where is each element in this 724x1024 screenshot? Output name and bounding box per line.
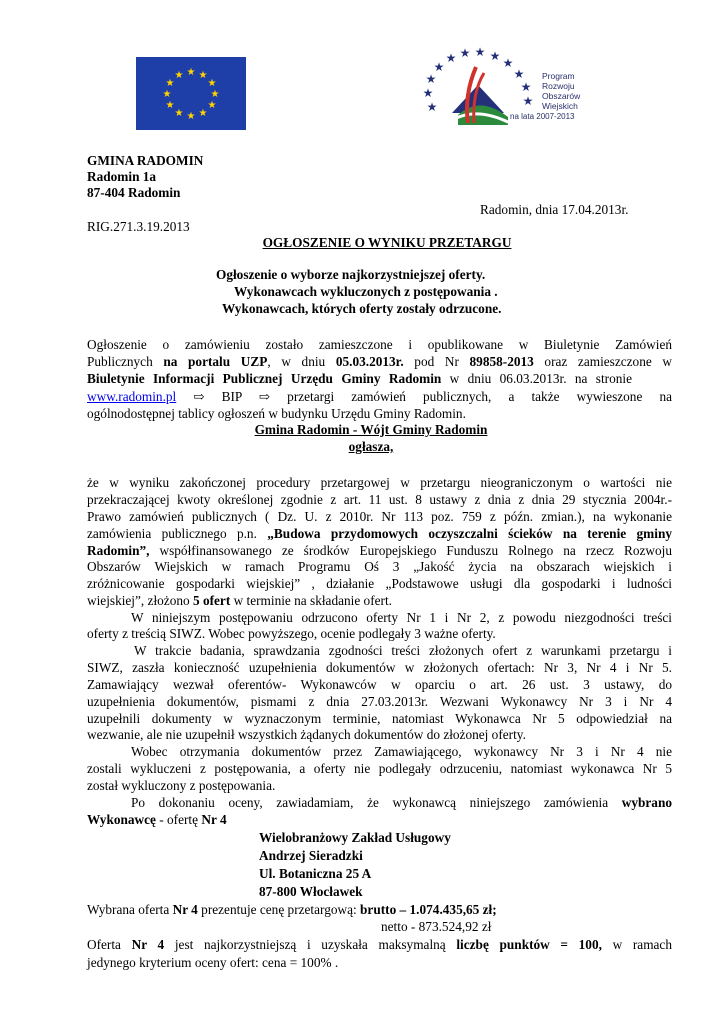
body-p1-line-4: zamówienia publicznego p.n. „Budowa przydomowych oczyszczalni ścieków na terenie gminy [87,526,672,541]
svg-text:★: ★ [207,100,217,111]
prow-logo-line: Wiejskich [542,101,578,111]
price-line-4: jedynego kryterium oceny ofert: cena = 100% . [87,955,339,970]
body-p5-line-1: Po dokonaniu oceny, zawiadamiam, że wykonawcą niniejszego zamówienia wybrano [131,795,672,810]
page-title: OGŁOSZENIE O WYNIKU PRZETARGU [262,235,512,250]
prow-logo-line: Rozwoju [542,81,575,91]
price-line-3: Oferta Nr 4 jest najkorzystniejszą i uzyskała maksymalną liczbę punktów = 100, w ramach [87,937,672,952]
winner-line-3: Ul. Botaniczna 25 A [259,866,372,881]
body-p1-line-3: Prawo zamówień publicznych ( Dz. U. z 2010r. Nr 113 poz. 759 z późn. zmian.), na wykonanie [87,509,672,524]
body-p4-line-1: Wobec otrzymania dokumentów przez Zamawiającego, wykonawcy Nr 3 i Nr 4 nie [131,744,672,759]
body-p3-line-2: SIWZ, zaszła konieczność uzupełnienia dokumentów w złożonych ofertach: Nr 3, Nr 4 i Nr 5. [87,660,672,675]
intro-line-1: Ogłoszenie o zamówieniu zostało zamieszczone i opublikowane w Biuletynie Zamówień [87,337,672,352]
body-p1-line-6: Obszarów Wiejskich w ramach Programu Oś 3 „Jakość życia na obszarach wiejskich i [87,559,672,574]
body-p1-line-5: Radomin”, współfinansowanego ze środków Europejskiego Funduszu Rolnego na rzecz Rozwoju [87,543,672,558]
subtitle-line-2: Wykonawcach wykluczonych z postępowania . [234,284,498,299]
body-p3-line-6: wezwanie, ale nie uzupełnił wszystkich żądanych dokumentów do złożonej oferty. [87,727,526,742]
address-line-2: Radomin 1a [87,169,157,184]
svg-text:★: ★ [425,72,437,86]
price-line-2: netto - 873.524,92 zł [381,919,492,934]
svg-text:★: ★ [165,78,175,89]
price-line-1: Wybrana oferta Nr 4 prezentuje cenę przetargową: brutto – 1.074.435,65 zł; [87,902,497,917]
svg-text:★: ★ [520,80,532,94]
svg-text:★: ★ [207,78,217,89]
date-line: Radomin, dnia 17.04.2013r. [480,202,629,217]
radomin-website-link[interactable]: www.radomin.pl [87,389,177,404]
svg-text:★: ★ [426,100,438,114]
body-p1-line-1: że w wyniku zakończonej procedury przetargowej w przetargu nieograniczonym o wartości nie [87,475,672,490]
prow-logo-line: Obszarów [542,91,581,101]
prow-logo-years: na lata 2007-2013 [510,112,575,121]
svg-text:★: ★ [522,94,534,108]
announcer-line-1: Gmina Radomin - Wójt Gminy Radomin [254,422,488,437]
body-p3-line-1: W trakcie badania, sprawdzania zgodności treści złożonych ofert z warunkami przetargu i [134,643,672,658]
address-line-3: 87-404 Radomin [87,185,181,200]
intro-line-4: www.radomin.pl ⇨ BIP ⇨ przetargi zamówień publicznych, a także wywieszone na [87,389,672,404]
subtitle-line-3: Wykonawcach, których oferty zostały odrzucone. [222,301,502,316]
winner-line-2: Andrzej Sieradzki [259,848,363,863]
body-p1-line-2: przekraczającej kwoty określonej zgodnie z art. 11 ust. 8 ustawy z dnia z dnia 29 stycznia 2004r.- [87,492,672,507]
body-p3-line-5: uzupełnili dokumenty w wyznaczonym terminie, natomiast Wykonawca Nr 5 odpowiedział na [87,711,672,726]
body-p5-line-2: Wykonawcę - ofertę Nr 4 [87,812,227,827]
winner-line-4: 87-800 Włocławek [259,884,363,899]
body-p3-line-3: Zamawiający wezwał oferentów- Wykonawców w oparciu o art. 26 ust. 3 ustawy, do [87,677,672,692]
announcer-line-2: ogłasza, [348,439,394,454]
svg-text:★: ★ [422,86,434,100]
svg-text:★: ★ [513,67,525,81]
svg-text:★: ★ [474,45,486,59]
prow-logo [418,45,593,135]
svg-text:★: ★ [433,60,445,74]
intro-line-5: ogólnodostępnej tablicy ogłoszeń w budynku Urzędu Gminy Radomin. [87,406,466,421]
body-p2-line-1: W niniejszym postępowaniu odrzucono oferty Nr 1 i Nr 2, z powodu niezgodności treści [131,610,672,625]
intro-line-2: Publicznych na portalu UZP, w dniu 05.03.2013r. pod Nr 89858-2013 oraz zamieszczone w [87,354,672,369]
eu-flag-logo [136,57,246,130]
body-p4-line-2: zostali wykluczeni z postępowania, a oferty nie podlegały odrzuceniu, natomiast wykonawca Nr 5 [87,761,672,776]
svg-text:★: ★ [459,46,471,60]
intro-line-3: Biuletynie Informacji Publicznej Urzędu Gminy Radomin w dniu 06.03.2013r. na stronie [87,371,632,386]
reference-number: RIG.271.3.19.2013 [87,219,190,234]
svg-text:★: ★ [174,108,184,119]
body-p2-line-2: oferty z treścią SIWZ. Wobec powyższego, ocenie podlegały 3 ważne oferty. [87,626,496,641]
address-line-1: GMINA RADOMIN [87,153,204,168]
prow-logo-line: Program [542,71,575,81]
svg-text:★: ★ [186,67,196,78]
svg-text:★: ★ [186,111,196,122]
subtitle-line-1: Ogłoszenie o wyborze najkorzystniejszej oferty. [216,267,486,282]
svg-text:★: ★ [502,56,514,70]
svg-text:★: ★ [198,108,208,119]
svg-text:★: ★ [445,51,457,65]
svg-text:★: ★ [489,49,501,63]
winner-line-1: Wielobranżowy Zakład Usługowy [259,830,451,845]
body-p4-line-3: został wykluczony z postępowania. [87,778,276,793]
body-p3-line-4: uzupełnienia dokumentów, pismami z dnia 27.03.2013r. Wezwani Wykonawcy Nr 3 i Nr 4 [87,694,672,709]
body-p1-line-7: zróżnicowanie gospodarki wiejskiej” , działanie „Podstawowe usługi dla gospodarki i ludności [87,576,672,591]
svg-text:★: ★ [174,70,184,81]
body-p1-line-8: wiejskiej”, złożono 5 ofert w terminie na składanie ofert. [87,593,392,608]
svg-text:★: ★ [162,89,172,100]
svg-text:★: ★ [210,89,220,100]
svg-text:★: ★ [198,70,208,81]
svg-text:★: ★ [165,100,175,111]
